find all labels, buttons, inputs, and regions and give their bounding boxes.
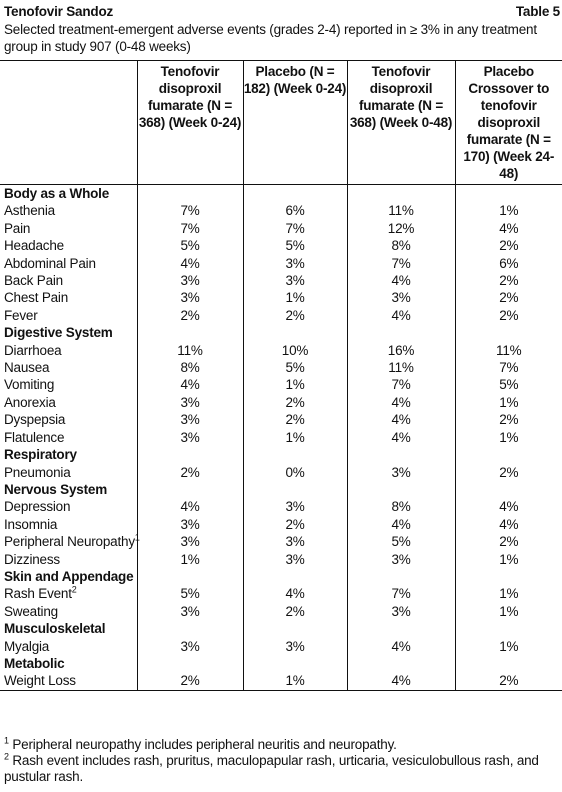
- empty-cell: [347, 655, 455, 672]
- value-cell: 2%: [243, 411, 347, 428]
- row-label: [0, 429, 137, 446]
- section-row: [0, 568, 562, 585]
- value-cell: 2%: [455, 272, 562, 289]
- empty-cell: [137, 446, 243, 463]
- row-label-text: Dyspepsia: [4, 412, 66, 428]
- row-label-text: Myalgia: [4, 638, 50, 654]
- table-row: [0, 202, 562, 219]
- value-cell: 4%: [347, 411, 455, 428]
- column-header-tdf-0-24: Tenofovir disoproxil fumarate (N = 368) (Week 0-24): [137, 61, 243, 185]
- footnote-ref: 2: [71, 584, 77, 595]
- product-title: Tenofovir Sandoz: [4, 4, 114, 19]
- row-label-text: Sweating: [4, 603, 58, 619]
- table-row: [0, 533, 562, 550]
- table-caption: Selected treatment-emergent adverse events (grades 2-4) reported in ≥ 3% in any treatment group in study 907 (0-48 weeks): [4, 22, 537, 54]
- table-row: [0, 376, 562, 393]
- value-cell: 3%: [243, 638, 347, 655]
- empty-cell: [243, 481, 347, 498]
- value-cell: 3%: [243, 498, 347, 515]
- value-cell: 3%: [137, 289, 243, 306]
- adverse-events-table: [0, 60, 562, 691]
- value-cell: 0%: [243, 464, 347, 481]
- column-header-tdf-0-48: Tenofovir disoproxil fumarate (N = 368) (Week 0-48): [347, 61, 455, 185]
- row-label-text: Weight Loss: [4, 673, 76, 689]
- empty-cell: [137, 481, 243, 498]
- row-label: [0, 272, 137, 289]
- value-cell: 1%: [243, 672, 347, 690]
- table-label: Table 5: [515, 4, 560, 19]
- value-cell: 4%: [347, 638, 455, 655]
- row-label-text: Vomiting: [4, 377, 55, 393]
- title-row: [4, 3, 560, 21]
- value-cell: 11%: [347, 359, 455, 376]
- section-row: [0, 446, 562, 463]
- table-row: [0, 638, 562, 655]
- empty-cell: [243, 620, 347, 637]
- row-label: [0, 359, 137, 376]
- empty-cell: [455, 481, 562, 498]
- row-label: [0, 672, 137, 690]
- section-label: Respiratory: [4, 447, 77, 463]
- value-cell: 1%: [243, 376, 347, 393]
- value-cell: 3%: [137, 603, 243, 620]
- row-label-text: Fever: [4, 307, 38, 323]
- row-label-text: Diarrhoea: [4, 342, 62, 358]
- table-row: [0, 464, 562, 481]
- value-cell: 3%: [243, 272, 347, 289]
- value-cell: 2%: [137, 307, 243, 324]
- row-label-text: Depression: [4, 499, 71, 515]
- table-row: [0, 289, 562, 306]
- empty-cell: [347, 185, 455, 203]
- row-label-text: Nausea: [4, 360, 50, 376]
- empty-cell: [455, 324, 562, 341]
- row-label-text: Peripheral Neuropathy: [4, 534, 135, 550]
- empty-cell: [137, 324, 243, 341]
- empty-cell: [243, 185, 347, 203]
- row-label: [0, 237, 137, 254]
- empty-cell: [137, 568, 243, 585]
- table-row: [0, 603, 562, 620]
- value-cell: 2%: [243, 394, 347, 411]
- value-cell: 2%: [455, 672, 562, 690]
- value-cell: 7%: [347, 255, 455, 272]
- value-cell: 2%: [137, 464, 243, 481]
- value-cell: 5%: [347, 533, 455, 550]
- section-row: [0, 324, 562, 341]
- footnote: [4, 737, 560, 753]
- value-cell: 4%: [137, 255, 243, 272]
- value-cell: 7%: [137, 202, 243, 219]
- footnote-text: Rash event includes rash, pruritus, maculopapular rash, urticaria, vesiculobullous rash, and pustular rash.: [4, 753, 539, 784]
- value-cell: 2%: [455, 411, 562, 428]
- empty-cell: [455, 655, 562, 672]
- value-cell: 8%: [347, 498, 455, 515]
- value-cell: 4%: [347, 516, 455, 533]
- empty-cell: [455, 568, 562, 585]
- value-cell: 1%: [455, 202, 562, 219]
- row-label: [0, 516, 137, 533]
- empty-cell: [137, 185, 243, 203]
- table-row: [0, 498, 562, 515]
- footnote-ref: 1: [134, 532, 140, 543]
- table-header-row: [0, 61, 562, 185]
- section-label: Metabolic: [4, 655, 65, 671]
- section-label: Nervous System: [4, 481, 107, 497]
- table-row: [0, 394, 562, 411]
- table-row: [0, 255, 562, 272]
- row-label-text: Anorexia: [4, 394, 56, 410]
- value-cell: 1%: [455, 394, 562, 411]
- row-label: [0, 551, 137, 568]
- row-label-text: Chest Pain: [4, 290, 69, 306]
- table-row: [0, 551, 562, 568]
- value-cell: 7%: [347, 376, 455, 393]
- column-header-label: [0, 61, 137, 185]
- row-label: [0, 307, 137, 324]
- value-cell: 3%: [137, 516, 243, 533]
- row-label: [0, 411, 137, 428]
- value-cell: 3%: [137, 411, 243, 428]
- row-label-text: Rash Event: [4, 586, 72, 602]
- footnote-mark: 1: [4, 735, 9, 746]
- value-cell: 2%: [455, 533, 562, 550]
- value-cell: 5%: [243, 359, 347, 376]
- value-cell: 11%: [137, 342, 243, 359]
- value-cell: 4%: [347, 272, 455, 289]
- value-cell: 3%: [243, 533, 347, 550]
- section-label: Body as a Whole: [4, 186, 110, 201]
- section-row: [0, 185, 562, 203]
- table-row: [0, 342, 562, 359]
- value-cell: 1%: [243, 289, 347, 306]
- section-row: [0, 481, 562, 498]
- value-cell: 3%: [137, 394, 243, 411]
- value-cell: 3%: [137, 533, 243, 550]
- row-label-text: Dizziness: [4, 551, 60, 567]
- section-label: Digestive System: [4, 325, 113, 341]
- empty-cell: [347, 446, 455, 463]
- value-cell: 3%: [347, 551, 455, 568]
- value-cell: 6%: [455, 255, 562, 272]
- value-cell: 3%: [347, 289, 455, 306]
- value-cell: 5%: [455, 376, 562, 393]
- value-cell: 12%: [347, 220, 455, 237]
- value-cell: 7%: [243, 220, 347, 237]
- table-row: [0, 516, 562, 533]
- value-cell: 11%: [347, 202, 455, 219]
- value-cell: 4%: [455, 220, 562, 237]
- value-cell: 1%: [243, 429, 347, 446]
- row-label: [0, 255, 137, 272]
- value-cell: 4%: [347, 394, 455, 411]
- value-cell: 2%: [243, 603, 347, 620]
- section-label: Skin and Appendage: [4, 568, 134, 584]
- empty-cell: [243, 324, 347, 341]
- row-label: [0, 603, 137, 620]
- footnote-text: Peripheral neuropathy includes peripheral neuritis and neuropathy.: [8, 737, 397, 752]
- row-label-text: Headache: [4, 238, 64, 254]
- table-row: [0, 272, 562, 289]
- table-row: [0, 307, 562, 324]
- table-row: [0, 429, 562, 446]
- value-cell: 6%: [243, 202, 347, 219]
- row-label-text: Asthenia: [4, 203, 55, 219]
- value-cell: 2%: [455, 307, 562, 324]
- empty-cell: [347, 568, 455, 585]
- table-row: [0, 237, 562, 254]
- section-row: [0, 620, 562, 637]
- value-cell: 1%: [455, 429, 562, 446]
- value-cell: 2%: [455, 237, 562, 254]
- row-label: [0, 220, 137, 237]
- footnote: [4, 753, 560, 785]
- column-header-crossover-24-48: Placebo Crossover to tenofovir disoproxil fumarate (N = 170) (Week 24-48): [455, 61, 562, 185]
- footnote-mark: 2: [4, 751, 9, 762]
- document-header: [4, 3, 560, 57]
- value-cell: 3%: [137, 272, 243, 289]
- table-row: [0, 359, 562, 376]
- value-cell: 1%: [455, 638, 562, 655]
- value-cell: 2%: [455, 464, 562, 481]
- table-row: [0, 411, 562, 428]
- value-cell: 3%: [347, 603, 455, 620]
- row-label: [0, 585, 137, 602]
- row-label: [0, 289, 137, 306]
- row-label: [0, 532, 140, 550]
- value-cell: 5%: [137, 237, 243, 254]
- row-label: [0, 394, 137, 411]
- value-cell: 2%: [455, 289, 562, 306]
- value-cell: 4%: [137, 498, 243, 515]
- value-cell: 10%: [243, 342, 347, 359]
- row-label-text: Pneumonia: [4, 464, 71, 480]
- value-cell: 7%: [455, 359, 562, 376]
- value-cell: 11%: [455, 342, 562, 359]
- section-label: Musculoskeletal: [4, 621, 106, 637]
- section-row: [0, 655, 562, 672]
- table-row: [0, 585, 562, 602]
- empty-cell: [347, 324, 455, 341]
- row-label: [0, 498, 137, 515]
- empty-cell: [347, 620, 455, 637]
- value-cell: 2%: [243, 307, 347, 324]
- value-cell: 3%: [243, 255, 347, 272]
- value-cell: 1%: [137, 551, 243, 568]
- value-cell: 4%: [347, 429, 455, 446]
- value-cell: 4%: [347, 307, 455, 324]
- table-body: [0, 185, 562, 691]
- value-cell: 4%: [455, 516, 562, 533]
- empty-cell: [243, 446, 347, 463]
- value-cell: 4%: [455, 498, 562, 515]
- value-cell: 7%: [137, 220, 243, 237]
- value-cell: 4%: [347, 672, 455, 690]
- value-cell: 5%: [243, 237, 347, 254]
- value-cell: 2%: [137, 672, 243, 690]
- value-cell: 7%: [347, 585, 455, 602]
- row-label-text: Flatulence: [4, 429, 65, 445]
- value-cell: 1%: [455, 551, 562, 568]
- row-label: [0, 202, 137, 219]
- empty-cell: [137, 655, 243, 672]
- value-cell: 3%: [137, 429, 243, 446]
- row-label: [0, 376, 137, 393]
- value-cell: 16%: [347, 342, 455, 359]
- row-label: [0, 342, 137, 359]
- value-cell: 8%: [137, 359, 243, 376]
- table-row: [0, 672, 562, 690]
- empty-cell: [243, 568, 347, 585]
- value-cell: 4%: [137, 376, 243, 393]
- value-cell: 8%: [347, 237, 455, 254]
- row-label: [0, 638, 137, 655]
- empty-cell: [455, 446, 562, 463]
- empty-cell: [455, 185, 562, 203]
- row-label-text: Abdominal Pain: [4, 255, 96, 271]
- value-cell: 1%: [455, 603, 562, 620]
- value-cell: 4%: [243, 585, 347, 602]
- row-label-text: Pain: [4, 220, 31, 236]
- empty-cell: [347, 481, 455, 498]
- value-cell: 5%: [137, 585, 243, 602]
- value-cell: 1%: [455, 585, 562, 602]
- empty-cell: [455, 620, 562, 637]
- footnotes: [4, 737, 560, 785]
- column-header-placebo-0-24: Placebo (N = 182) (Week 0-24): [243, 61, 347, 185]
- value-cell: 3%: [137, 638, 243, 655]
- table-row: [0, 220, 562, 237]
- empty-cell: [243, 655, 347, 672]
- value-cell: 3%: [347, 464, 455, 481]
- value-cell: 3%: [243, 551, 347, 568]
- row-label-text: Back Pain: [4, 273, 63, 289]
- value-cell: 2%: [243, 516, 347, 533]
- row-label: [0, 464, 137, 481]
- empty-cell: [137, 620, 243, 637]
- row-label-text: Insomnia: [4, 516, 58, 532]
